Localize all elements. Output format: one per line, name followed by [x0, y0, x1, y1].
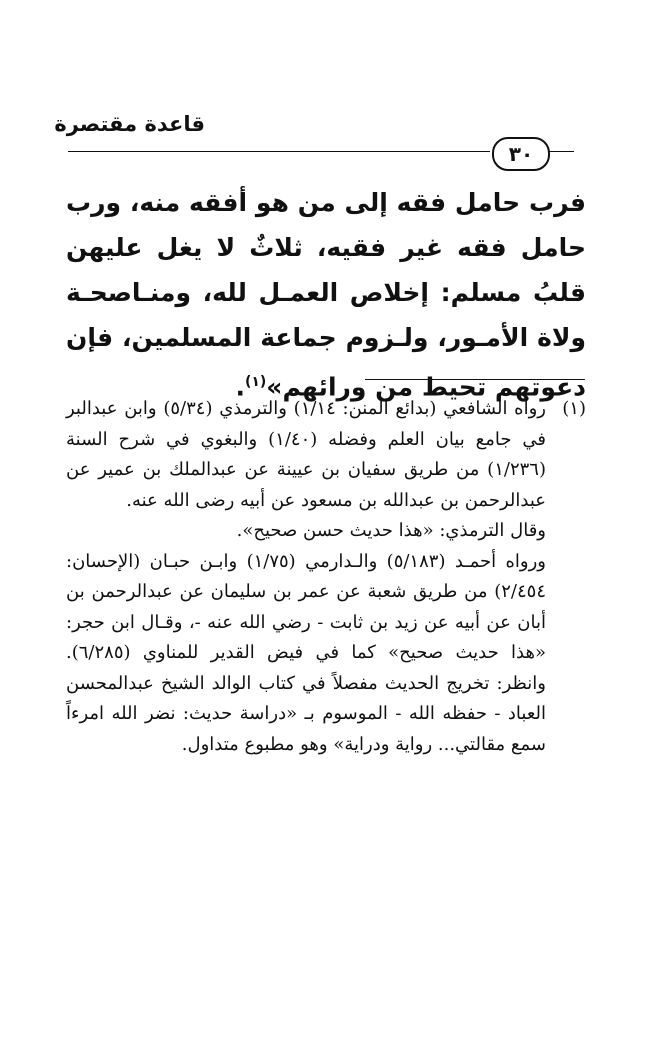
- main-body-paragraph: فرب حامل فقه إلى من هو أفقه منه، ورب حامل فقه غير فقيه، ثلاثٌ لا يغل عليهن قلبُ مسلم: إخلاص العمـل لله، ومنـاصحـة ولاة الأمـور، ولـزوم جماعة المسلمين، فإن دعوتهم تحيط من ورائهم»: [66, 188, 586, 402]
- footnote-separator: [365, 379, 585, 380]
- main-body-end-mark: .: [235, 372, 245, 402]
- footnote-number: (١): [562, 398, 586, 419]
- running-header-title: قاعدة مقتصرة: [54, 112, 205, 136]
- footnote-reference[interactable]: (١): [244, 374, 267, 390]
- main-body-text: [66, 180, 586, 409]
- footnote-paragraph: ورواه أحمـد (٥/١٨٣) والـدارمي (١/٧٥) وابـن حبـان (الإحسان: ٢/٤٥٤) من طريق شعبة عن عمر بن سليمان عن عبدالرحمن بن أبان عن أبيه عن زيد بن ثابت - رضي الله عنه -، وقـال ابن حجر: «هذا حديث صحيح» كما في فيض القدير للمناوي (٦/٢٨٥). وانظر: تخريج الحديث مفصلاً في كتاب الوالد الشيخ عبدالمحسن العباد - حفظه الله - الموسوم بـ «دراسة حديث: نضر الله امرءاً سمع مقالتي... رواية ودراية» وهو مطبوع متداول.: [66, 550, 546, 755]
- page-number: ٣٠: [508, 142, 534, 166]
- footnote-paragraph: وقال الترمذي: «هذا حديث حسن صحيح».: [236, 520, 546, 541]
- footnote-block: [66, 394, 586, 760]
- header-rule: [68, 151, 490, 152]
- footnote-body: [66, 394, 586, 760]
- footnote-paragraph: رواه الشافعي (بدائع المنن: ١/١٤) والترمذي (٥/٣٤) وابن عبدالبر في جامع بيان العلم وفضله (١/٤٠) والبغوي في شرح السنة (١/٢٣٦) من طريق سفيان بن عيينة عن عبدالملك بن عمير عن عبدالرحمن بن عبدالله بن مسعود عن أبيه رضى الله عنه.: [66, 398, 546, 511]
- page-number-badge: [492, 137, 550, 171]
- header-rule-right: [548, 151, 574, 152]
